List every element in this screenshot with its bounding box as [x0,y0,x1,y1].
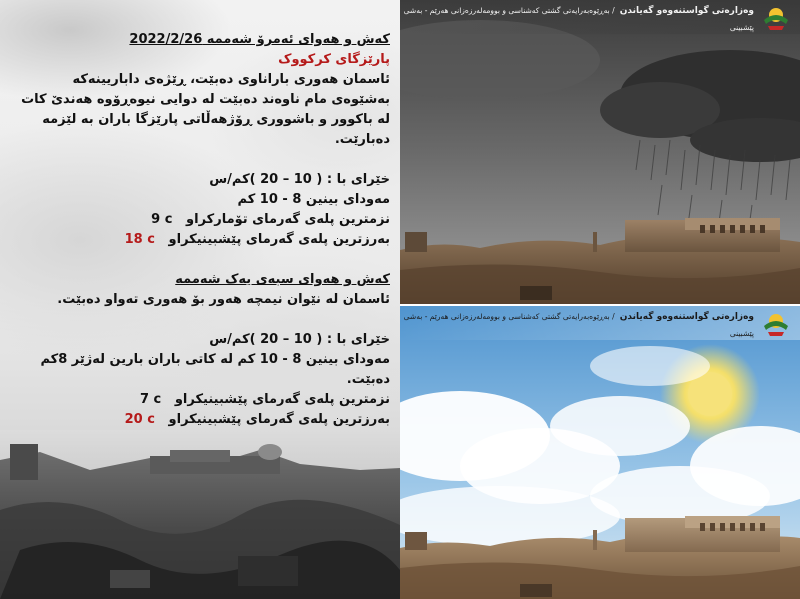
tomorrow-wind-speed: خێرای با : ( 10 – 20 )کم/س [209,332,390,347]
ministry-header [400,306,800,340]
bw-citadel-illustration [0,430,400,599]
ministry-text [400,1,754,34]
tomorrow-max-temp-row [10,410,390,430]
tomorrow-max-temp-value: 20 c [124,412,155,427]
today-forecast-title: کەش و هەوای ئەمرۆ شەممە 2022/2/26 [129,32,390,47]
kurdistan-emblem-icon [760,2,792,32]
today-max-temp-label: بەرزترین پلەی گەرمای پێشبینیکراو [168,232,390,247]
kurdistan-emblem-icon [760,308,792,338]
tomorrow-visibility: مەودای بینین 8 - 10 کم لە کاتی باران بارین لەژێر 8کم دەبێت. [40,352,390,387]
tomorrow-min-temp-label: نزمترین پلەی گەرمای پێشبینیکراو [174,392,390,407]
sunny-citadel-illustration [400,306,800,599]
clear-weather-panel [400,306,800,599]
spacer [10,250,390,270]
forecast-text [10,30,390,430]
stormy-citadel-illustration [400,0,800,304]
ministry-name: وەزارەتی گواستنەوەو گەیاندن [619,311,754,322]
ministry-header [400,0,800,34]
tomorrow-max-temp-label: بەرزترین پلەی گەرمای پێشبینیکراو [168,412,390,427]
bw-citadel-photo [0,430,400,599]
ministry-text [400,307,754,340]
today-min-temp-value: 9 c [151,212,173,227]
spacer [10,310,390,330]
tomorrow-forecast-title: کەش و هەوای سبەی یەک شەممە [175,272,390,287]
ministry-name: وەزارەتی گواستنەوەو گەیاندن [619,5,754,16]
ministry-sub: / [609,5,615,15]
spacer [10,150,390,170]
directorate-name: بەڕێوەبەرایەتی گشتی کەشناسی و بوومەلەرزەزانی هەرێم - بەشی پێشبینی [403,5,754,32]
today-visibility: مەودای بینین 8 - 10 کم [237,192,390,207]
today-wind-speed: خێرای با : ( 10 – 20 )کم/س [209,172,390,187]
directorate-name: بەڕێوەبەرایەتی گشتی کەشناسی و بوومەلەرزەزانی هەرێم - بەشی پێشبینی [403,311,754,338]
tomorrow-forecast-description: ئاسمان لە نێوان نیمچە هەور بۆ هەوری تەواو دەبێت. [57,292,390,307]
today-min-temp-label: نزمترین پلەی گەرمای تۆمارکراو [186,212,390,227]
location-name: پارێزگای کرکووک [278,52,390,67]
today-max-temp-row [10,230,390,250]
today-max-temp-value: 18 c [124,232,155,247]
stormy-weather-panel [400,0,800,304]
today-min-temp-row [10,210,390,230]
ministry-sub: / [609,311,615,321]
tomorrow-min-temp-value: 7 c [139,392,162,407]
today-forecast-description: ئاسمان هەوری باراناوی دەبێت، ڕێژەی داباریینەکە بەشێوەی مام ناوەند دەبێت لە دوایی نیوەڕۆوە هەندێ کات لە باکوور و باشووری ڕۆژهەڵاتی پارێزگا باران بە لێزمە دەبارێت. [21,72,390,147]
tomorrow-min-temp-row [10,390,390,410]
